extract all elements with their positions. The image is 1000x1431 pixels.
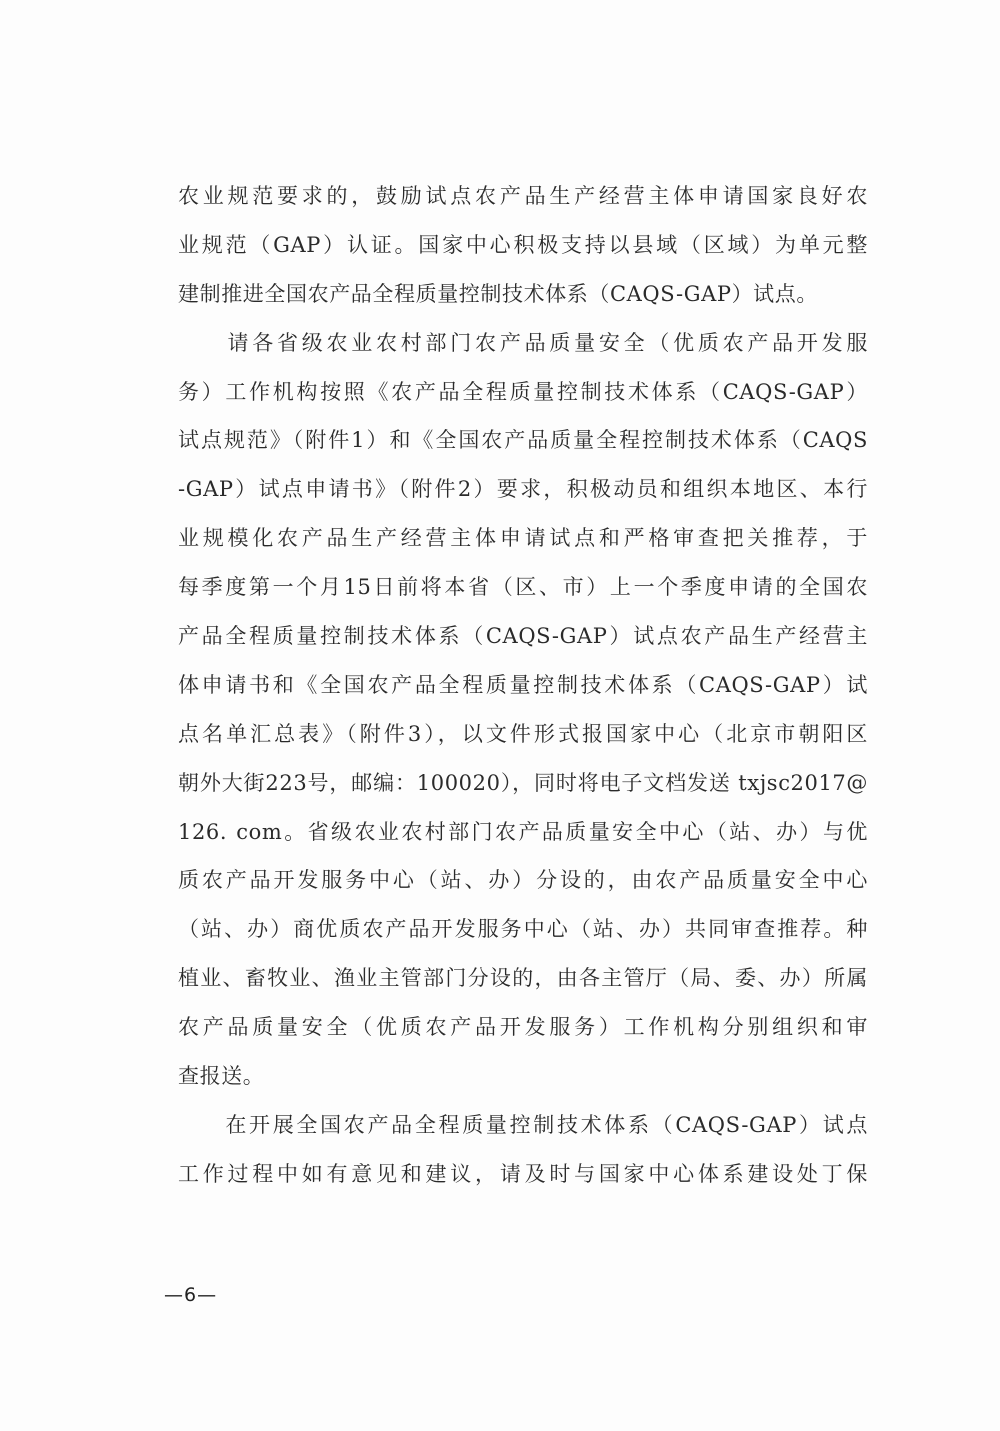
text-line-21: 工作过程中如有意见和建议，请及时与国家中心体系建设处丁保 bbox=[178, 1161, 868, 1186]
text-line-5: 务）工作机构按照《农产品全程质量控制技术体系（CAQS-GAP） bbox=[178, 379, 868, 404]
text-line-11: 体申请书和《全国农产品全程质量控制技术体系（CAQS-GAP）试 bbox=[178, 672, 868, 697]
text-line-4: 请各省级农业农村部门农产品质量安全（优质农产品开发服 bbox=[178, 330, 868, 355]
text-line-17: 植业、畜牧业、渔业主管部门分设的，由各主管厅（局、委、办）所属 bbox=[178, 966, 868, 991]
text-line-10: 产品全程质量控制技术体系（CAQS-GAP）试点农产品生产经营主 bbox=[178, 624, 868, 649]
text-line-20: 在开展全国农产品全程质量控制技术体系（CAQS-GAP）试点 bbox=[178, 1112, 868, 1137]
text-line-9: 每季度第一个月15日前将本省（区、市）上一个季度申请的全国农 bbox=[178, 575, 868, 600]
text-line-1: 农业规范要求的，鼓励试点农产品生产经营主体申请国家良好农 bbox=[178, 184, 868, 208]
text-line-16: （站、办）商优质农产品开发服务中心（站、办）共同审查推荐。种 bbox=[178, 917, 868, 942]
text-line-6: 试点规范》（附件1）和《全国农产品质量全程控制技术体系（CAQS bbox=[178, 428, 868, 453]
page-number: —6— bbox=[164, 1284, 218, 1306]
text-line-7: -GAP）试点申请书》（附件2）要求，积极动员和组织本地区、本行 bbox=[178, 477, 868, 502]
text-line-13: 朝外大街223号，邮编：100020），同时将电子文档发送 txjsc2017@ bbox=[178, 770, 868, 795]
text-line-18: 农产品质量安全（优质农产品开发服务）工作机构分别组织和审 bbox=[178, 1015, 868, 1040]
text-line-15: 质农产品开发服务中心（站、办）分设的，由农产品质量安全中心 bbox=[178, 868, 868, 893]
text-line-14: 126. com。省级农业农村部门农产品质量安全中心（站、办）与优 bbox=[178, 819, 868, 844]
text-line-19: 查报送。 bbox=[178, 1064, 265, 1089]
body-text bbox=[178, 172, 868, 1199]
text-line-12: 点名单汇总表》（附件3），以文件形式报国家中心（北京市朝阳区 bbox=[178, 721, 868, 746]
text-line-3: 建制推进全国农产品全程质量控制技术体系（CAQS-GAP）试点。 bbox=[178, 281, 818, 306]
text-line-2: 业规范（GAP）认证。国家中心积极支持以县域（区域）为单元整 bbox=[178, 232, 868, 257]
text-line-8: 业规模化农产品生产经营主体申请试点和严格审查把关推荐，于 bbox=[178, 526, 868, 551]
